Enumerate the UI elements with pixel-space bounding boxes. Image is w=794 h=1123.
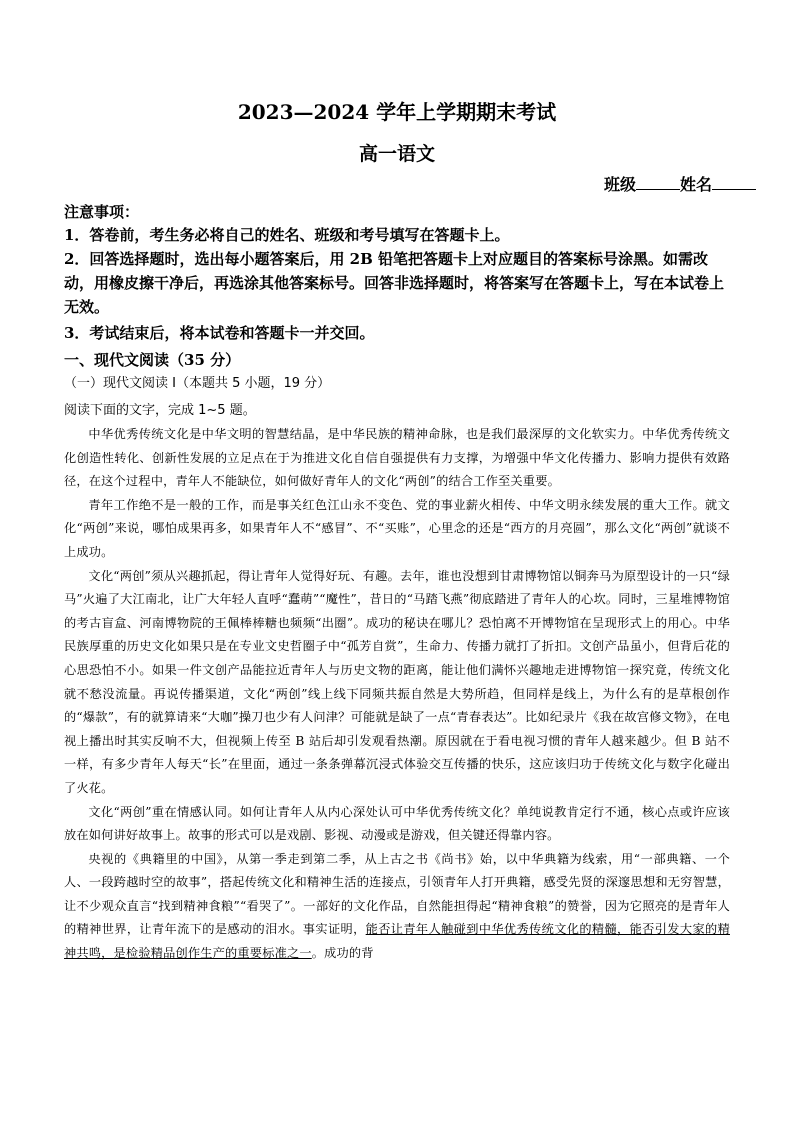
exam-subject: 高一语文	[358, 143, 435, 165]
underlined-sentence: 能否让青年人触碰到中华优秀传统文化的精髓，能否引发大家的精神共鸣，是检验精品创作生产的重要标准之一	[64, 922, 730, 961]
subsection-title: （一）现代文阅读 I（本题共 5 小题，19 分）	[64, 376, 331, 391]
notice-item-3: 3．考试结束后，将本试卷和答题卡一并交回。	[64, 324, 375, 342]
notice-item-1: 1．答卷前，考生务必将自己的姓名、班级和考号填写在答题卡上。	[64, 226, 510, 244]
passage-paragraph-3: 文化“两创”须从兴趣抓起，得让青年人觉得好玩、有趣。去年，谁也没想到甘肃博物馆以铜奔马为原型设计的一只“绿马”火遍了大江南北，让广大年轻人直呼“蠢萌”“魔性”，昔日的“马踏飞燕”彻底踏进了青年人的心坎。同时，三星堆博物馆的考古盲盒、河南博物院的王佩棒棒糖也频频“出圈”。成功的秘诀在哪儿？恐怕离不开博物馆在呈现形式上的用心。中华民族厚重的历史文化如果只是在专业文史哲圈子中“孤芳自赏”，生命力、传播力就打了折扣。文创产品虽小，但背后花的心思恐怕不小。如果一件文创产品能拉近青年人与历史文物的距离，能让他们满怀兴趣地走进博物馆一探究竟，传统文化就不愁没流量。再说传播渠道，文化“两创”线上线下同频共振自然是大势所趋，但同样是线上，为什么有的是草根创作的“爆款”，有的就算请来“大咖”操刀也少有人问津？可能就是缺了一点“青春表达”。比如纪录片《我在故宫修文物》，在电视上播出时其实反响不大，但视频上传至 B 站后却引发观看热潮。原因就在于看电视习惯的青年人越来越少。但 B 站不一样，有多少青年人每天“长”在里面，通过一条条弹幕沉浸式体验交互传播的快乐，这应该归功于传统文化与数字化碰出了火花。	[64, 568, 730, 795]
paragraph-5-text: 央视的《典籍里的中国》，从第一季走到第二季，从上古之书《尚书》始，以中华典籍为线索，用“一部典籍、一个人、一段跨越时空的故事”，搭起传统文化和精神生活的连接点，引领青年人打开典籍，感受先贤的深邃思想和无穷智慧，让不少观众直言“找到精神食粮”“看哭了”。一部好的文化作品，自然能担得起“精神食粮”的赞誉，因为它照亮的是青年人的精神世界，让青年流下的是感动的泪水。事实证明，	[64, 851, 730, 937]
reading-instruction: 阅读下面的文字，完成 1~5 题。	[64, 403, 256, 418]
name-blank[interactable]	[712, 175, 756, 190]
exam-title: 2023—2024 学年上学期期末考试	[237, 100, 557, 124]
paragraph-5-tail: 。成功的背	[311, 946, 374, 961]
class-label: 班级	[603, 175, 636, 194]
passage-paragraph-2: 青年工作绝不是一般的工作，而是事关红色江山永不变色、党的事业薪火相传、中华文明永续发展的重大工作。就文化“两创”来说，哪怕成果再多，如果青年人不“感冒”、不“买账”，心里念的还是“西方的月亮圆”，那么文化“两创”就谈不上成功。	[64, 497, 730, 559]
section-title: 一、现代文阅读（35 分）	[64, 351, 241, 369]
notice-item-2: 2．回答选择题时，选出每小题答案后，用 2B 铅笔把答题卡上对应题目的答案标号涂黑。如需改动，用橡皮擦干净后，再选涂其他答案标号。回答非选择题时，将答案写在答题卡上，写在本试卷上无效。	[64, 250, 725, 316]
notice-heading: 注意事项：	[64, 203, 140, 221]
class-blank[interactable]	[636, 175, 680, 190]
name-label: 姓名	[679, 175, 712, 194]
reading-passage	[64, 423, 730, 966]
student-info-line	[604, 172, 756, 195]
passage-paragraph-4: 文化“两创”重在情感认同。如何让青年人从内心深处认可中华优秀传统文化？单纯说教肯定行不通，核心点或许应该放在如何讲好故事上。故事的形式可以是戏剧、影视、动漫或是游戏，但关键还得靠内容。	[64, 804, 730, 843]
passage-paragraph-5	[64, 848, 730, 966]
passage-paragraph-1: 中华优秀传统文化是中华文明的智慧结晶，是中华民族的精神命脉，也是我们最深厚的文化软实力。中华优秀传统文化创造性转化、创新性发展的立足点在于为推进文化自信自强提供有力支撑，为增强中华文化传播力、影响力提供有效路径，在这个过程中，青年人不能缺位，如何做好青年人的文化“两创”的结合工作至关重要。	[64, 427, 730, 489]
